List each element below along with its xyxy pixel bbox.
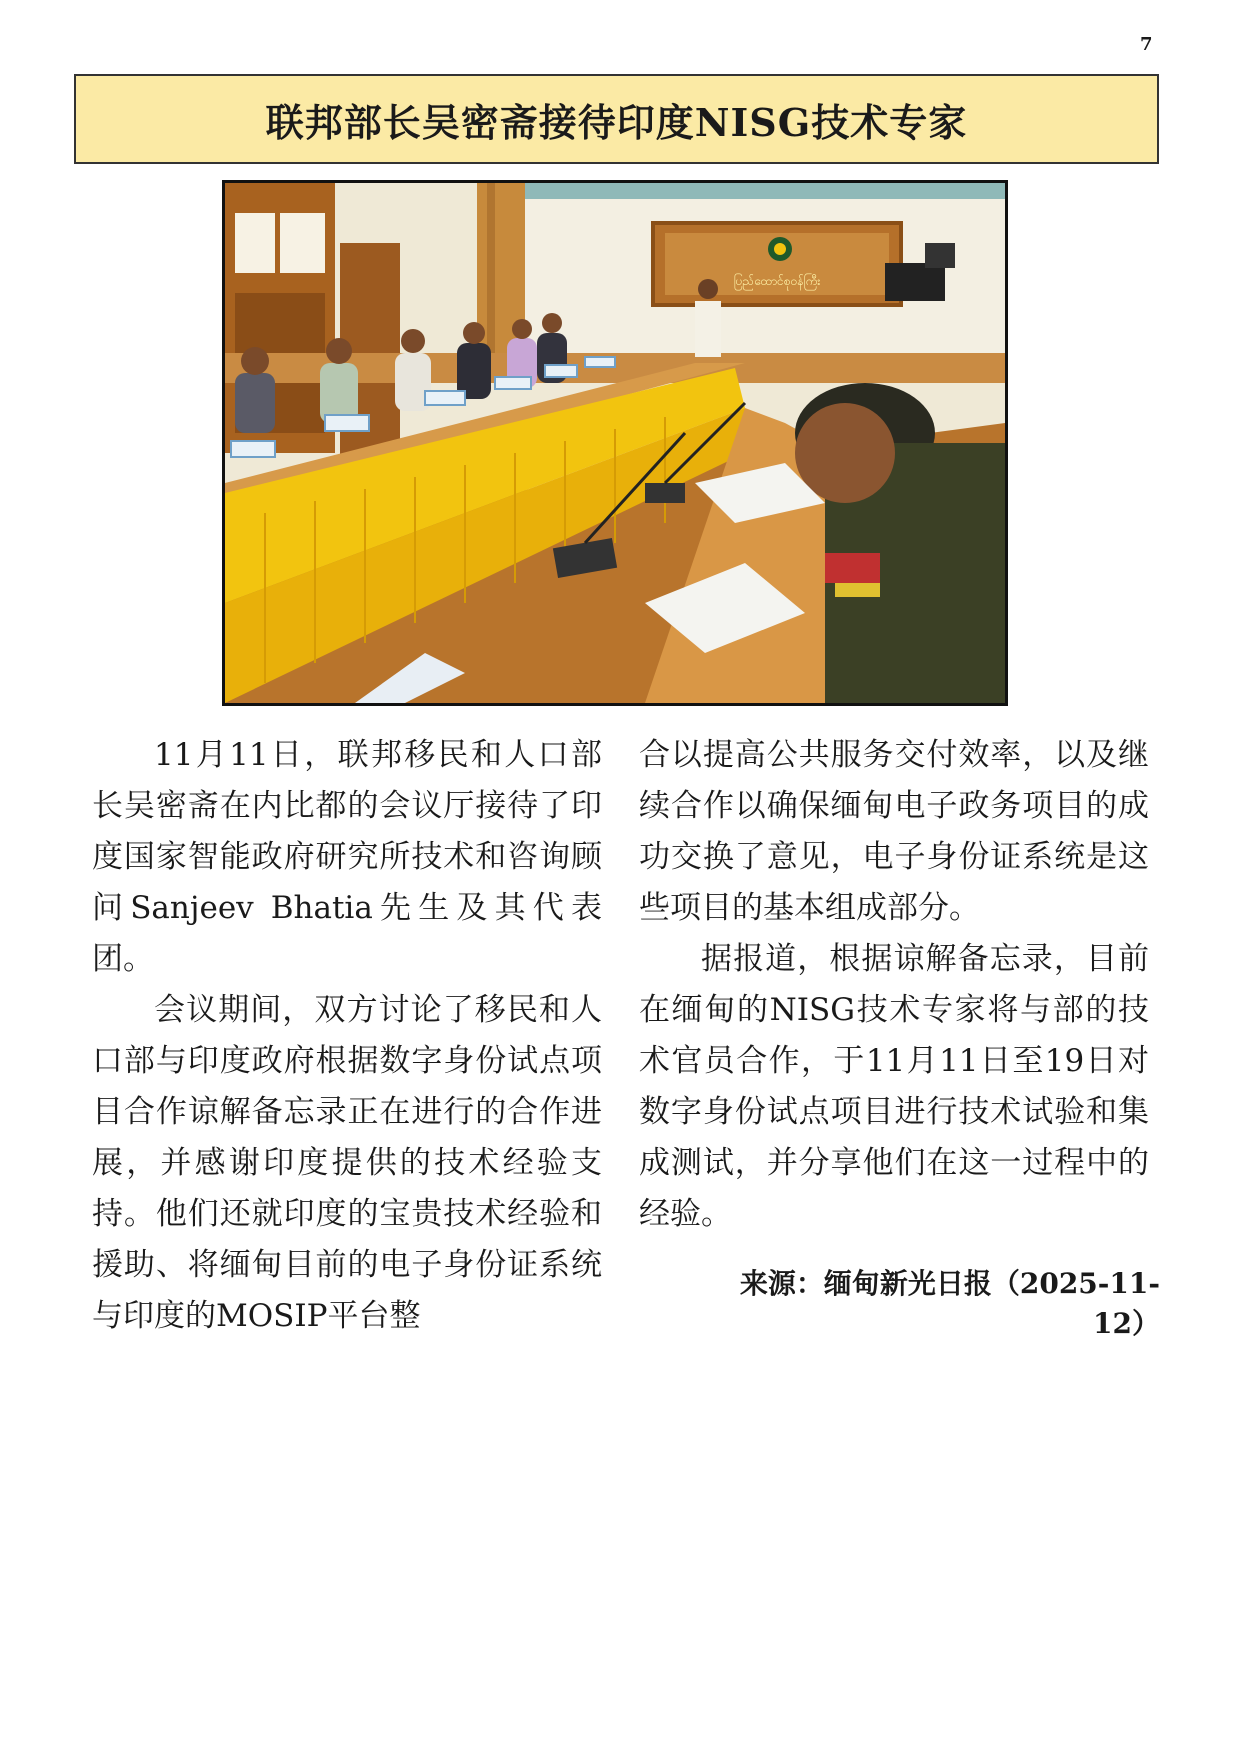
article-paragraph-2-continued: 合以提高公共服务交付效率，以及继续合作以确保缅甸电子政务项目的成功交换了意见，电子身份证系统是这些项目的基本组成部分。 [639, 737, 1149, 926]
article-paragraph-2: 会议期间，双方讨论了移民和人口部与印度政府根据数字身份试点项目合作谅解备忘录正在进行的合作进展，并感谢印度提供的技术经验支持。他们还就印度的宝贵技术经验和援助、将缅甸目前的电子身份证系统与印度的MOSIP平台整 [92, 992, 602, 1334]
sign-plaque-text: ပြည်ထောင်စုဝန်ကြီး [733, 274, 821, 288]
article-left-column [92, 730, 602, 1342]
meeting-photo-illustration [225, 183, 1005, 703]
article-title: 联邦部长吴密斋接待印度NISG技术专家 [265, 99, 968, 145]
article-title-box [74, 74, 1159, 164]
meeting-photo [222, 180, 1008, 706]
article-paragraph-3: 据报道，根据谅解备忘录，目前在缅甸的NISG技术专家将与部的技术官员合作，于11月11日至19日对数字身份试点项目进行技术试验和集成测试，并分享他们在这一过程中的经验。 [639, 941, 1149, 1232]
page-number: 7 [1140, 34, 1153, 55]
article-right-column [639, 730, 1149, 1240]
article-source: 来源：缅甸新光日报（2025-11-12） [739, 1267, 1160, 1340]
article-paragraph-1: 11月11日，联邦移民和人口部长吴密斋在内比都的会议厅接待了印度国家智能政府研究所技术和咨询顾问Sanjeev Bhatia先生及其代表团。 [92, 737, 602, 977]
